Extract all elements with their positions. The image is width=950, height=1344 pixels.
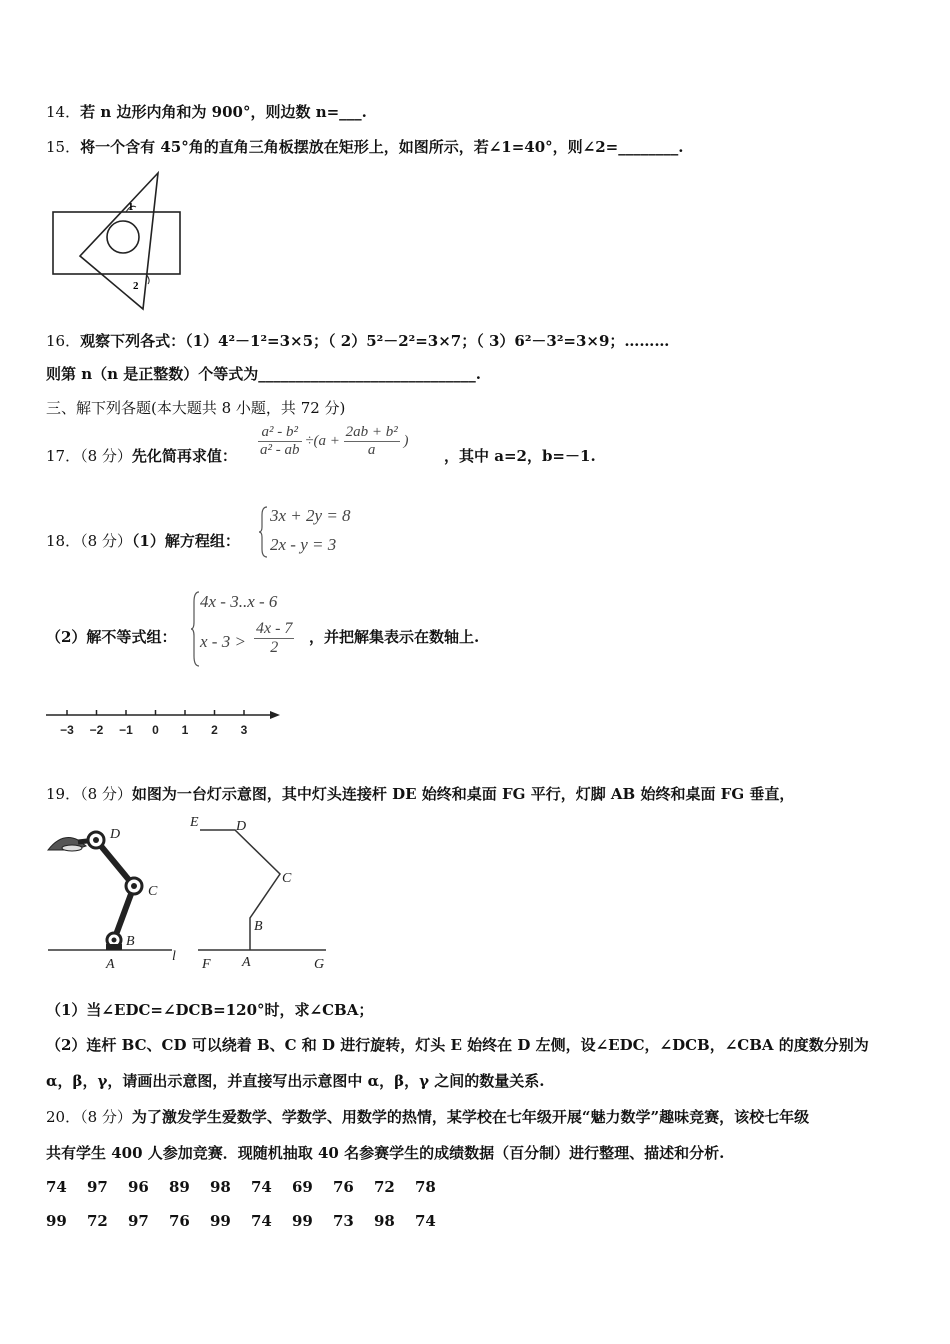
inequality-1: 4x - 3..x - 6	[200, 592, 278, 611]
score-value: 73	[333, 1212, 354, 1230]
rectangle-shape	[53, 212, 180, 274]
question-20-line2: 共有学生 400 人参加竞赛．现随机抽取 40 名参赛学生的成绩数据（百分制）进行整理、描述和分析.	[46, 1144, 725, 1162]
question-text: 将一个含有 45°角的直角三角板摆放在矩形上，如图所示，若∠1=40°，则∠2=________.	[80, 138, 684, 156]
label-c: C	[282, 871, 292, 886]
axis-tick-label: 0	[152, 723, 159, 737]
triangle-rectangle-figure	[48, 170, 183, 315]
score-value: 72	[87, 1212, 108, 1230]
score-value: 74	[251, 1212, 272, 1230]
question-19	[46, 784, 794, 804]
label-g: G	[314, 957, 325, 972]
question-text: 观察下列各式：（1）4²－1²=3×5；（ 2）5²－2²=3×7；（ 3）6²－3²=3×9；………	[80, 332, 670, 350]
label-f: F	[202, 957, 211, 972]
inequality-2-left: x - 3 >	[200, 632, 246, 651]
frac2-numerator: 2ab + b²	[345, 424, 398, 440]
question-18-part2: （2）解不等式组：	[46, 628, 177, 646]
score-value: 98	[210, 1178, 231, 1196]
question-points: （8 分）	[80, 532, 132, 550]
question-points: （8 分）	[80, 785, 132, 803]
question-20	[46, 1107, 809, 1127]
question-16	[46, 331, 669, 351]
score-value: 96	[128, 1178, 149, 1196]
score-value: 76	[169, 1212, 190, 1230]
axis-tick-label: 2	[211, 723, 218, 737]
q18-tail: ，并把解集表示在数轴上.	[309, 628, 480, 646]
question-number: 18．	[46, 532, 81, 550]
label-d: D	[236, 819, 247, 834]
score-value: 74	[46, 1178, 67, 1196]
question-number: 16．	[46, 332, 81, 350]
ineq-denominator: 2	[270, 639, 279, 656]
system-brace	[258, 505, 268, 559]
score-value: 98	[374, 1212, 395, 1230]
question-number: 14．	[46, 103, 81, 121]
close-paren: )	[403, 432, 409, 449]
frac1-numerator: a² - b²	[258, 424, 302, 442]
question-18	[46, 531, 240, 551]
score-value: 74	[251, 1178, 272, 1196]
question-points: （8 分）	[80, 447, 132, 465]
question-number: 17．	[46, 447, 81, 465]
question-14	[46, 102, 367, 122]
question-number: 19．	[46, 785, 81, 803]
question-16-line2: 则第 n（n 是正整数）个等式为_____________________________.	[46, 365, 481, 383]
lamp-schematic-figure	[190, 812, 335, 972]
inequality-2-fraction	[254, 620, 294, 657]
lamp-base	[106, 944, 122, 950]
label-b: B	[254, 919, 263, 934]
frac1-denominator: a² - ab	[260, 442, 300, 458]
q17-tail: ，其中 a=2，b=－1.	[444, 447, 596, 465]
question-19-sub2: （2）连杆 BC、CD 可以绕着 B、C 和 D 进行旋转，灯头 E 始终在 D 左侧，设∠EDC，∠DCB，∠CBA 的度数分别为	[46, 1036, 869, 1054]
score-value: 99	[210, 1212, 231, 1230]
q17-expression	[258, 424, 408, 459]
question-text: （1）解方程组：	[131, 532, 240, 550]
question-number: 20．	[46, 1108, 81, 1126]
label-a: A	[106, 957, 115, 972]
label-l: l	[172, 949, 176, 964]
question-15	[46, 137, 683, 157]
desk-lamp-figure	[44, 812, 186, 972]
question-number: 15．	[46, 138, 81, 156]
score-value: 97	[87, 1178, 108, 1196]
axis-tick-label: 3	[240, 723, 248, 737]
question-text: 先化简再求值：	[131, 447, 237, 465]
score-value: 78	[415, 1178, 436, 1196]
label-c: C	[148, 884, 158, 899]
axis-tick-label: 1	[181, 723, 189, 737]
question-17	[46, 446, 237, 466]
divide-operator: ÷(a +	[305, 432, 340, 449]
label-a: A	[242, 955, 251, 970]
question-19-sub1: （1）当∠EDC=∠DCB=120°时，求∠CBA；	[46, 1001, 374, 1019]
number-line	[44, 705, 284, 741]
lamp-polyline	[200, 830, 280, 950]
axis-tick-label: −1	[119, 723, 133, 737]
question-points: （8 分）	[80, 1108, 132, 1126]
axis-tick-label: −3	[60, 723, 74, 737]
section-heading: 三、解下列各题(本大题共 8 小题，共 72 分)	[46, 399, 346, 417]
label-b: B	[126, 934, 135, 949]
angle2-label: 2	[133, 280, 139, 292]
score-value: 76	[333, 1178, 354, 1196]
score-value: 99	[46, 1212, 67, 1230]
frac2-denominator: a	[367, 442, 376, 458]
score-value: 74	[415, 1212, 436, 1230]
triangle-shape	[80, 173, 158, 309]
score-value: 97	[128, 1212, 149, 1230]
question-text: 若 n 边形内角和为 900°，则边数 n=___.	[80, 103, 367, 121]
question-text: 如图为一台灯示意图，其中灯头连接杆 DE 始终和桌面 FG 平行，灯脚 AB 始终和桌面 FG 垂直，	[131, 785, 795, 803]
inequality-brace	[190, 590, 200, 668]
score-row-1	[46, 1178, 456, 1196]
axis-tick-label: −2	[89, 723, 104, 737]
axis-arrow	[270, 711, 280, 719]
label-d: D	[110, 827, 121, 842]
label-e: E	[190, 815, 199, 830]
question-text: 为了激发学生爱数学、学数学、用数学的热情，某学校在七年级开展“魅力数学”趣味竞赛，该校七年级	[131, 1108, 810, 1126]
score-row-2	[46, 1212, 456, 1230]
score-value: 69	[292, 1178, 313, 1196]
lamp-shade	[62, 845, 82, 851]
triangle-hole	[107, 221, 139, 253]
angle1-label: 1	[128, 201, 134, 213]
score-value: 72	[374, 1178, 395, 1196]
ineq-numerator: 4x - 7	[256, 620, 293, 637]
score-value: 89	[169, 1178, 190, 1196]
question-19-sub2-cont: α，β，γ，请画出示意图，并直接写出示意图中 α，β，γ 之间的数量关系.	[46, 1072, 545, 1090]
score-value: 99	[292, 1212, 313, 1230]
equation-2: 2x - y = 3	[270, 535, 337, 554]
equation-1: 3x + 2y = 8	[270, 506, 351, 525]
